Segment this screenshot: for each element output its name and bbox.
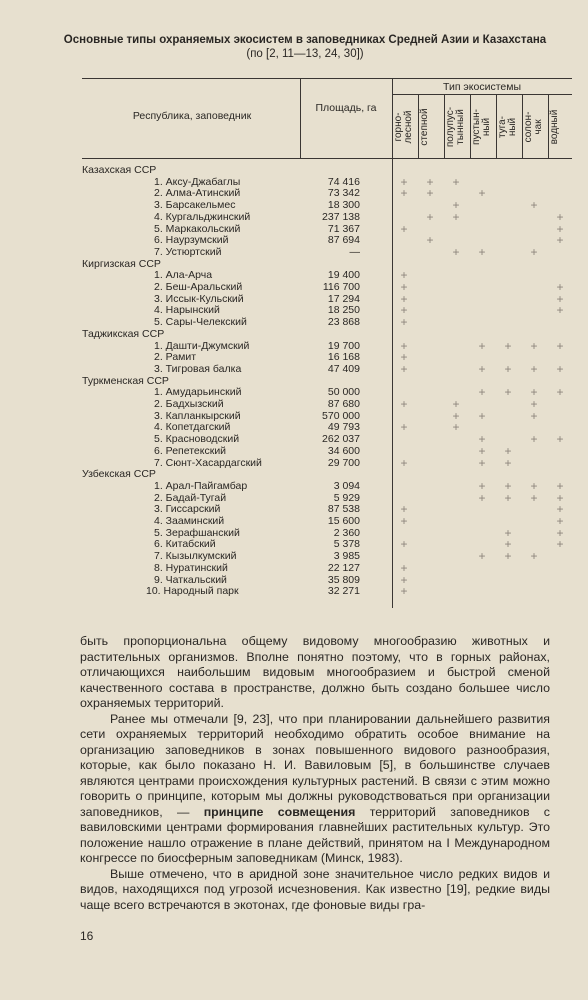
- ecotype-mark: +: [400, 315, 408, 330]
- ecotype-mark: +: [400, 338, 408, 353]
- reserve-name: 6. Репетекский: [154, 444, 227, 457]
- ecotype-mark: +: [504, 525, 512, 540]
- reserve-name: 6. Наурзумский: [154, 234, 229, 247]
- reserve-area: 2 360: [333, 526, 360, 539]
- ecotype-mark: +: [504, 443, 512, 458]
- reserve-area: 17 294: [327, 292, 360, 305]
- paragraph-2-emphasis: принципе совмещения: [203, 804, 356, 819]
- ecotype-mark: +: [556, 537, 564, 552]
- ecotype-mark: +: [400, 291, 408, 306]
- reserve-name: 3. Гиссарский: [154, 503, 221, 516]
- table-title: Основные типы охраняемых экосистем в заповедниках Средней Азии и Казахстана: [63, 34, 547, 46]
- republic-heading: [82, 328, 572, 340]
- reserve-area: 3 985: [333, 550, 360, 563]
- reserve-name: 2. Алма-Атинский: [154, 187, 241, 200]
- reserve-name: 7. Сюнт-Хасардагский: [154, 456, 262, 469]
- table-row: [82, 585, 572, 597]
- ecotype-mark: +: [452, 209, 460, 224]
- reserve-area: 32 271: [327, 585, 360, 598]
- table-row: [82, 550, 572, 562]
- ecotype-column-rule: [444, 94, 445, 158]
- area-column-divider: [300, 78, 301, 158]
- ecotype-mark: +: [400, 514, 408, 528]
- ecotype-mark: +: [400, 303, 408, 318]
- reserve-area: 87 694: [327, 234, 360, 247]
- ecotype-mark: +: [478, 244, 486, 259]
- reserve-name: 4. Нарынский: [154, 304, 220, 317]
- table-row: [82, 515, 572, 527]
- ecotype-header-1: горно- лесной: [393, 110, 414, 144]
- reserve-name: 2. Бадхызский: [154, 398, 224, 410]
- table-row: [82, 351, 572, 363]
- reserve-area: 5 929: [333, 491, 360, 504]
- reserve-name: 1. Дашти-Джумский: [154, 339, 250, 352]
- ecotype-mark: +: [400, 537, 408, 552]
- ecotype-mark: +: [478, 549, 486, 564]
- reserve-area: 237 138: [322, 210, 360, 223]
- ecotype-mark: +: [400, 268, 408, 283]
- ecotype-mark: +: [556, 291, 564, 306]
- reserve-area: 73 342: [327, 187, 360, 200]
- reserve-area: 50 000: [327, 386, 360, 399]
- ecotype-mark: +: [452, 420, 460, 435]
- area-column-header: Площадь, га: [315, 102, 377, 114]
- ecotype-column-rule: [470, 94, 471, 158]
- table-row: [82, 398, 572, 410]
- ecotype-mark: +: [504, 478, 512, 493]
- table-row: [82, 527, 572, 539]
- paragraph-3: Выше отмечено, что в аридной зоне значительное число редких видов и видов, находящихся под угрозой исчезновения. Как известно [19], редкие виды чаще всего встречаются в экотонах, где фоновые виды гра-: [80, 866, 550, 912]
- table-row: [82, 562, 572, 574]
- ecotype-mark: +: [400, 560, 408, 575]
- ecotype-mark: +: [556, 385, 564, 400]
- reserve-name: 2. Бадай-Тугай: [154, 491, 227, 504]
- ecotype-header-2: степной: [419, 108, 430, 146]
- republic-name: Таджикская ССР: [82, 327, 165, 340]
- ecotype-mark: +: [556, 514, 564, 528]
- reserve-name: 6. Китабский: [154, 538, 216, 551]
- page-number: 16: [80, 929, 94, 943]
- reserve-name: 4. Копетдагский: [154, 421, 231, 434]
- ecotype-column-header: Тип экосистемы: [443, 81, 521, 93]
- ecotype-header-7: водный: [549, 109, 560, 145]
- table-subtitle: (по [2, 11—13, 24, 30]): [246, 48, 364, 60]
- reserve-name: 10. Народный парк: [146, 585, 239, 598]
- reserve-area: 116 700: [322, 281, 360, 293]
- reserve-name: 5. Сары-Челекский: [154, 316, 247, 329]
- reserve-area: 22 127: [327, 561, 360, 574]
- table-row: [82, 269, 572, 281]
- table-row: [82, 503, 572, 515]
- ecotype-mark: +: [478, 338, 486, 353]
- table-row: [82, 211, 572, 223]
- ecotype-mark: +: [530, 408, 538, 423]
- ecotype-mark: +: [426, 233, 434, 248]
- ecotype-mark: +: [400, 455, 408, 470]
- ecotype-mark: +: [478, 186, 486, 201]
- ecotype-mark: +: [530, 549, 538, 564]
- ecotype-column-rule: [548, 94, 549, 158]
- table-row: [82, 363, 572, 375]
- paragraph-2-start: Ранее мы отмечали [9, 23], что при планировании дальнейшего развития сети охраняемых территорий необходимо обратить особое внимание на организацию заповедников в зонах повышенного видового разнообразия, которые, как было показано Н. И. Вавиловым [5], в большинстве случаев являются центрами происхождения культурных растений. В связи с этим можно говорить о принципе, которым мы должны руководствоваться при организации заповедников, —: [80, 711, 550, 819]
- reserve-name: 5. Зерафшанский: [154, 526, 240, 539]
- republic-heading: [82, 468, 572, 480]
- ecotype-mark: +: [478, 443, 486, 458]
- ecotype-mark: +: [452, 408, 460, 423]
- table-row: [82, 246, 572, 258]
- ecotype-mark: +: [530, 198, 538, 213]
- table-row: [82, 538, 572, 550]
- reserve-area: 87 538: [327, 503, 360, 516]
- republic-name: Казахская ССР: [82, 164, 157, 176]
- ecotype-mark: +: [530, 338, 538, 353]
- ecotype-mark: +: [426, 186, 434, 201]
- table-row: [82, 340, 572, 352]
- ecotype-mark: +: [400, 502, 408, 517]
- ecotype-column-rule: [418, 94, 419, 158]
- ecotype-mark: +: [556, 303, 564, 318]
- ecotype-mark: +: [556, 209, 564, 224]
- reserve-name: 3. Иссык-Кульский: [154, 292, 244, 305]
- ecotype-column-rule: [496, 94, 497, 158]
- ecotype-mark: +: [530, 244, 538, 259]
- ecotype-mark: +: [400, 350, 408, 365]
- table-row: [82, 304, 572, 316]
- ecotype-header-5: туга- ный: [497, 116, 518, 139]
- table-row: [82, 421, 572, 433]
- ecotype-mark: +: [556, 525, 564, 540]
- table-row: [82, 199, 572, 211]
- reserve-area: 16 168: [327, 351, 360, 364]
- table-row: [82, 457, 572, 469]
- republic-name: Туркменская ССР: [82, 374, 169, 387]
- ecotype-mark: +: [556, 338, 564, 353]
- ecotype-mark: +: [504, 490, 512, 505]
- reserve-area: 19 700: [327, 339, 360, 352]
- table-row: [82, 187, 572, 199]
- table-row: [82, 386, 572, 398]
- table-row: [82, 316, 572, 328]
- ecotype-mark: +: [530, 432, 538, 447]
- reserve-area: 19 400: [327, 269, 360, 282]
- republic-name: Киргизская ССР: [82, 257, 161, 270]
- ecotype-mark: +: [556, 478, 564, 493]
- reserve-name: 7. Устюртский: [154, 245, 222, 258]
- ecotype-mark: +: [530, 478, 538, 493]
- ecotype-mark: +: [452, 397, 460, 411]
- reserve-name: 8. Нуратинский: [154, 561, 228, 574]
- ecotype-mark: +: [504, 537, 512, 552]
- ecotype-mark: +: [400, 361, 408, 376]
- ecotype-mark: +: [478, 490, 486, 505]
- table-row: [82, 480, 572, 492]
- reserve-name: 3. Барсакельмес: [154, 199, 236, 212]
- reserve-area: 49 793: [327, 421, 360, 434]
- table-row: [82, 234, 572, 246]
- reserve-name: 4. Кургальджинский: [154, 210, 251, 223]
- ecotype-header-3: полупус- тынный: [445, 106, 466, 148]
- ecotype-mark: +: [556, 432, 564, 447]
- paragraph-2-end: территорий заповедников с вавиловскими центрами формирования главнейших растительных культур. Это положение нашло отражение в плане действий, принятом на I Международном конгрессе по биосферным заповедникам (Минск, 1983).: [80, 804, 551, 865]
- reserve-name: 1. Аксу-Джабаглы: [154, 175, 241, 188]
- reserve-name: 2. Рамит: [154, 351, 197, 364]
- reserve-area: 34 600: [327, 444, 360, 457]
- reserve-name: 3. Капланкырский: [154, 409, 241, 422]
- reserve-name: 1. Ала-Арча: [154, 269, 213, 282]
- ecotype-mark: +: [556, 361, 564, 376]
- ecotype-mark: +: [426, 209, 434, 224]
- paragraph-1: быть пропорциональна общему видовому многообразию животных и растительных организмов. Вполне понятно поэтому, что в горных районах, отличающихся наибольшим видовым многообразием и быстрой сменой качественного состава в пространстве, должно быть создано большее число охраняемых территорий.: [80, 634, 550, 710]
- ecotype-mark: +: [452, 244, 460, 259]
- table-row: [82, 281, 572, 293]
- ecotype-mark: +: [504, 361, 512, 376]
- ecotype-mark: +: [400, 584, 408, 599]
- ecotype-mark: +: [400, 174, 408, 189]
- ecotype-mark: +: [556, 490, 564, 505]
- table-row: [82, 223, 572, 235]
- ecotype-header-4: пустын- ный: [471, 109, 492, 145]
- reserve-name: 3. Тигровая балка: [154, 362, 242, 375]
- reserve-area: 87 680: [327, 398, 360, 410]
- header-bottom-rule: [82, 158, 572, 159]
- reserve-name: 4. Зааминский: [154, 515, 225, 527]
- ecotype-mark: +: [530, 361, 538, 376]
- body-text: [80, 634, 550, 913]
- table-row: [82, 492, 572, 504]
- reserve-area: 18 300: [327, 199, 360, 212]
- ecotype-mark: +: [400, 280, 408, 294]
- ecotype-mark: +: [478, 478, 486, 493]
- ecotype-mark: +: [400, 572, 408, 587]
- ecotype-mark: +: [478, 361, 486, 376]
- ecotype-header-rule: [392, 94, 572, 95]
- ecosystem-table: [82, 78, 572, 618]
- table-top-rule: [82, 78, 572, 79]
- ecotype-mark: +: [504, 338, 512, 353]
- ecotype-mark: +: [478, 432, 486, 447]
- ecotype-mark: +: [400, 420, 408, 435]
- ecotype-mark: +: [400, 186, 408, 201]
- reserve-name: 2. Беш-Аральский: [154, 281, 243, 293]
- republic-name: Узбекская ССР: [82, 468, 156, 481]
- table-row: [82, 574, 572, 586]
- republic-heading: [82, 375, 572, 387]
- ecotype-mark: +: [530, 397, 538, 411]
- ecotype-mark: +: [478, 455, 486, 470]
- table-row: [82, 410, 572, 422]
- reserve-area: 570 000: [322, 409, 360, 422]
- ecotype-mark: +: [504, 455, 512, 470]
- reserve-area: 262 037: [322, 433, 360, 446]
- reserve-area: 29 700: [327, 456, 360, 469]
- ecotype-mark: +: [556, 502, 564, 517]
- ecotype-mark: +: [426, 174, 434, 189]
- ecotype-mark: +: [530, 490, 538, 505]
- ecotype-mark: +: [400, 221, 408, 236]
- reserve-name: 9. Чаткальский: [154, 573, 227, 586]
- table-row: [82, 445, 572, 457]
- reserve-name: 1. Амударьинский: [154, 386, 242, 399]
- ecotype-mark: +: [504, 549, 512, 564]
- reserve-area: 47 409: [327, 362, 360, 375]
- ecotype-mark: +: [556, 221, 564, 236]
- ecotype-mark: +: [452, 174, 460, 189]
- ecotype-header-6: солон- чак: [523, 111, 544, 143]
- reserve-area: 3 094: [333, 479, 360, 492]
- table-row: [82, 433, 572, 445]
- reserve-area: 71 367: [327, 222, 360, 235]
- reserve-area: 15 600: [327, 515, 360, 527]
- ecotype-mark: +: [478, 385, 486, 400]
- reserve-name: 5. Маркакольский: [154, 222, 241, 235]
- reserve-area: 23 868: [327, 316, 360, 329]
- reserve-name: 7. Кызылкумский: [154, 550, 237, 563]
- paragraph-2: [80, 712, 550, 867]
- ecotype-mark: +: [556, 280, 564, 294]
- reserve-name: 5. Красноводский: [154, 433, 240, 446]
- republic-heading: [82, 258, 572, 270]
- ecotype-column-rule: [522, 94, 523, 158]
- reserve-area: —: [349, 245, 360, 258]
- republic-heading: [82, 164, 572, 176]
- reserve-area: 74 416: [327, 175, 360, 188]
- reserve-area: 18 250: [327, 304, 360, 317]
- republic-column-header: Республика, заповедник: [132, 110, 252, 122]
- ecotype-mark: +: [478, 408, 486, 423]
- table-row: [82, 176, 572, 188]
- table-row: [82, 293, 572, 305]
- ecotype-mark: +: [504, 385, 512, 400]
- reserve-name: 1. Арал-Пайгамбар: [154, 479, 248, 492]
- ecotype-mark: +: [556, 233, 564, 248]
- ecotype-mark: +: [452, 198, 460, 213]
- ecotype-mark: +: [530, 385, 538, 400]
- reserve-area: 35 809: [327, 573, 360, 586]
- ecotype-mark: +: [400, 397, 408, 411]
- reserve-area: 5 378: [333, 538, 360, 551]
